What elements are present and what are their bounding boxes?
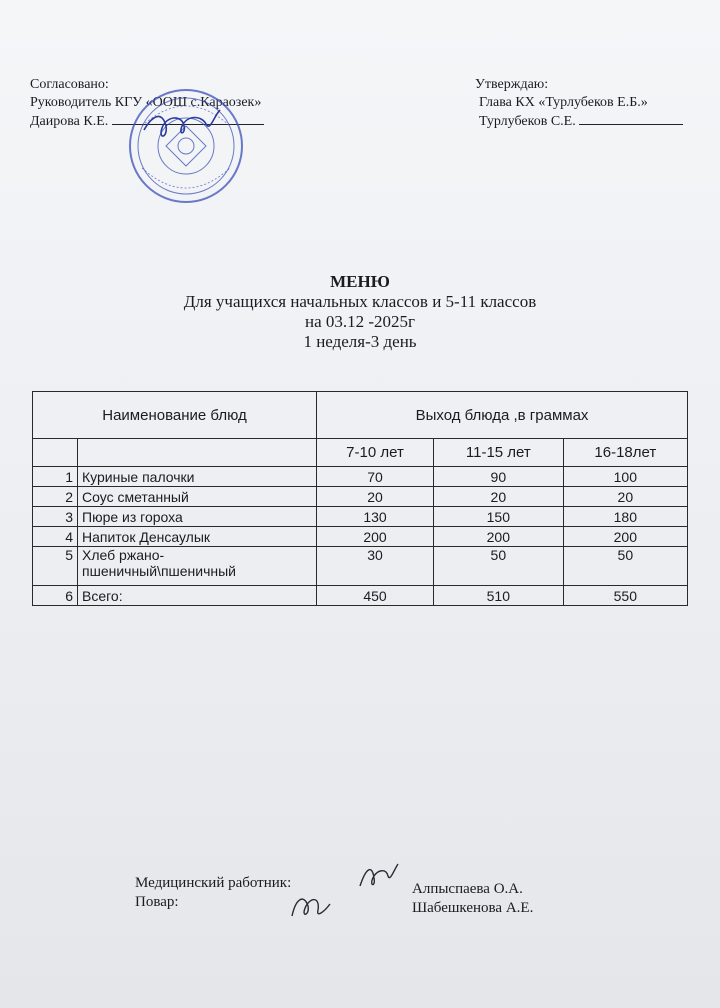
dish-name: Соус сметанный bbox=[78, 487, 317, 507]
value-7-10: 20 bbox=[317, 487, 434, 507]
value-7-10: 70 bbox=[317, 467, 434, 487]
table-cell bbox=[33, 439, 78, 467]
table-row-total bbox=[33, 586, 688, 606]
document-week-day: 1 неделя-3 день bbox=[303, 332, 417, 351]
row-number: 2 bbox=[33, 487, 78, 507]
header-output: Выход блюда ,в граммах bbox=[317, 392, 688, 439]
value-16-18: 20 bbox=[563, 487, 687, 507]
dish-name-line2: пшеничный\пшеничный bbox=[82, 563, 237, 579]
approval-left-position: Руководитель КГУ «ООШ с.Караозек» bbox=[30, 95, 262, 110]
value-11-15: 50 bbox=[433, 547, 563, 586]
value-11-15: 90 bbox=[433, 467, 563, 487]
dish-name: Напиток Денсаулык bbox=[78, 527, 317, 547]
document-title: МЕНЮ bbox=[330, 272, 390, 291]
value-16-18: 50 bbox=[563, 547, 687, 586]
table-row bbox=[33, 487, 688, 507]
row-number: 6 bbox=[33, 586, 78, 606]
signature-labels bbox=[135, 874, 291, 912]
approval-left-heading: Согласовано: bbox=[30, 77, 109, 92]
menu-table bbox=[32, 391, 688, 606]
row-number: 1 bbox=[33, 467, 78, 487]
document-title-block bbox=[0, 272, 720, 352]
table-row bbox=[33, 547, 688, 586]
age-group-3: 16-18лет bbox=[563, 439, 687, 467]
row-number: 3 bbox=[33, 507, 78, 527]
approval-right-heading: Утверждаю: bbox=[475, 77, 549, 92]
medic-signature-icon bbox=[356, 858, 402, 892]
total-11-15: 510 bbox=[433, 586, 563, 606]
age-group-2: 11-15 лет bbox=[433, 439, 563, 467]
medic-name: Алпыспаева О.А. bbox=[412, 881, 523, 897]
dish-name: Куриные палочки bbox=[78, 467, 317, 487]
row-number: 5 bbox=[33, 547, 78, 586]
cook-signature-icon bbox=[288, 890, 334, 924]
signature-names bbox=[412, 880, 533, 918]
cook-label: Повар: bbox=[135, 894, 179, 910]
value-7-10: 200 bbox=[317, 527, 434, 547]
dish-name bbox=[78, 547, 317, 586]
value-11-15: 200 bbox=[433, 527, 563, 547]
table-header-row bbox=[33, 392, 688, 439]
table-row bbox=[33, 467, 688, 487]
header-dish-name: Наименование блюд bbox=[33, 392, 317, 439]
value-16-18: 180 bbox=[563, 507, 687, 527]
table-row bbox=[33, 527, 688, 547]
value-16-18: 100 bbox=[563, 467, 687, 487]
official-stamp-icon bbox=[122, 86, 250, 204]
total-label: Всего: bbox=[78, 586, 317, 606]
dish-name-line1: Хлеб ржано- bbox=[82, 547, 165, 563]
dish-name: Пюре из гороха bbox=[78, 507, 317, 527]
value-11-15: 20 bbox=[433, 487, 563, 507]
table-row bbox=[33, 507, 688, 527]
value-7-10: 30 bbox=[317, 547, 434, 586]
total-7-10: 450 bbox=[317, 586, 434, 606]
age-group-1: 7-10 лет bbox=[317, 439, 434, 467]
cook-name: Шабешкенова А.Е. bbox=[412, 900, 534, 916]
medic-label: Медицинский работник: bbox=[135, 875, 292, 891]
approval-right-signer: Турлубеков С.Е. bbox=[475, 112, 683, 131]
table-cell bbox=[78, 439, 317, 467]
approval-left-signer: Даирова К.Е. bbox=[30, 112, 264, 131]
row-number: 4 bbox=[33, 527, 78, 547]
value-7-10: 130 bbox=[317, 507, 434, 527]
value-11-15: 150 bbox=[433, 507, 563, 527]
table-age-row bbox=[33, 439, 688, 467]
document-subtitle: Для учащихся начальных классов и 5-11 классов bbox=[183, 292, 537, 311]
approval-right-block bbox=[475, 76, 683, 131]
approval-right-position: Глава КХ «Турлубеков Е.Б.» bbox=[479, 95, 648, 110]
value-16-18: 200 bbox=[563, 527, 687, 547]
total-16-18: 550 bbox=[563, 586, 687, 606]
document-date: на 03.12 -2025г bbox=[304, 312, 416, 331]
